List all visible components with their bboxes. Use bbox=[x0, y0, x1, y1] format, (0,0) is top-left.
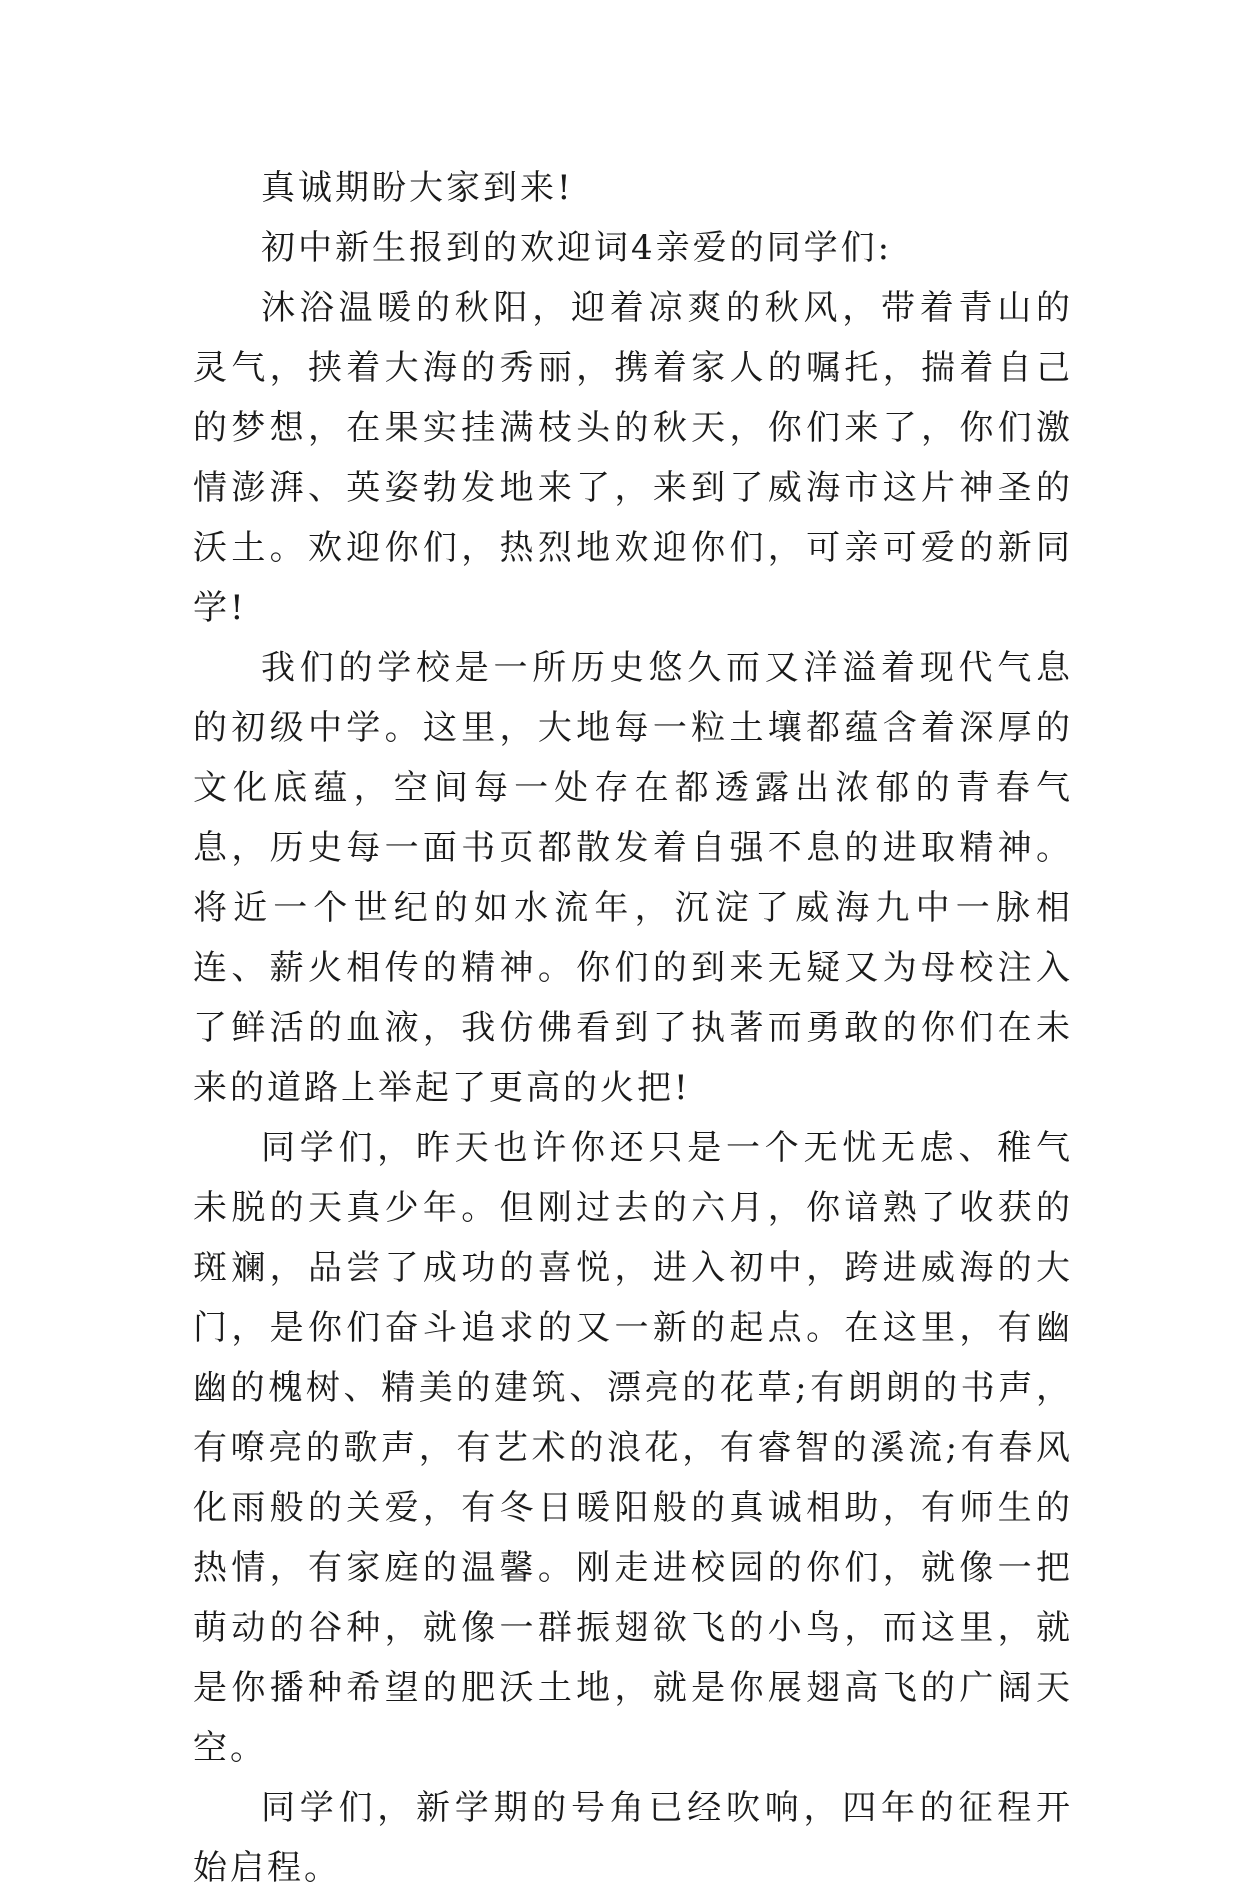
paragraph-closing-line: 真诚期盼大家到来! bbox=[261, 168, 574, 208]
paragraph-welcome: 沐浴温暖的秋阳，迎着凉爽的秋风，带着青山的灵气，挟着大海的秀丽，携着家人的嘱托，揣着自己的梦想，在果实挂满枝头的秋天，你们来了，你们激情澎湃、英姿勃发地来了，来到了威海市这片神圣的沃土。欢迎你们，热烈地欢迎你们，可亲可爱的新同学! bbox=[193, 288, 1073, 628]
paragraph-students: 同学们，昨天也许你还只是一个无忧无虑、稚气未脱的天真少年。但刚过去的六月，你谙熟了收获的斑斓，品尝了成功的喜悦，进入初中，跨进威海的大门，是你们奋斗追求的又一新的起点。在这里，有幽幽的槐树、精美的建筑、漂亮的花草;有朗朗的书声，有嘹亮的歌声，有艺术的浪花，有睿智的溪流;有春风化雨般的关爱，有冬日暖阳般的真诚相助，有师生的热情，有家庭的温馨。刚走进校园的你们，就像一把萌动的谷种，就像一群振翅欲飞的小鸟，而这里，就是你播种希望的肥沃土地，就是你展翅高飞的广阔天空。 bbox=[193, 1128, 1073, 1768]
paragraph-new-semester: 同学们，新学期的号角已经吹响，四年的征程开始启程。 bbox=[193, 1788, 1073, 1888]
paragraph-school-intro: 我们的学校是一所历史悠久而又洋溢着现代气息的初级中学。这里，大地每一粒土壤都蕴含着深厚的文化底蕴，空间每一处存在都透露出浓郁的青春气息，历史每一面书页都散发着自强不息的进取精神。将近一个世纪的如水流年，沉淀了威海九中一脉相连、薪火相传的精神。你们的到来无疑又为母校注入了鲜活的血液，我仿佛看到了执著而勇敢的你们在未来的道路上举起了更高的火把! bbox=[193, 648, 1073, 1108]
paragraph-heading-greeting: 初中新生报到的欢迎词4亲爱的同学们: bbox=[261, 228, 893, 268]
document-body bbox=[193, 158, 1073, 1898]
